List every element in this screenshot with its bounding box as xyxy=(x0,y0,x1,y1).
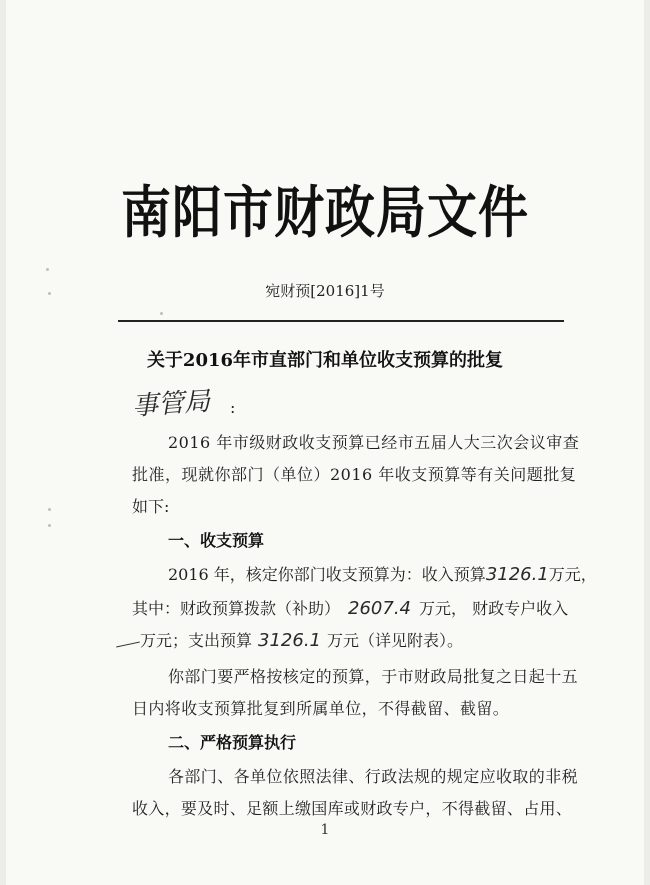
section-1-line-5: 日内将收支预算批复到所属单位，不得截留、截留。 xyxy=(132,699,510,718)
handwritten-expense-amount: 3126.1 xyxy=(258,630,321,651)
section-2-heading: 二、严格预算执行 xyxy=(168,733,297,752)
s1-line2-text: 其中：财政预算拨款（补助） xyxy=(132,599,341,618)
s1-line1-suffix: 万元， xyxy=(548,565,597,584)
s1-line3-suffix: 万元（详见附表）。 xyxy=(327,631,464,650)
s1-line1-text: 2016 年，核定你部门收支预算为：收入预算 xyxy=(168,565,486,584)
recipient-colon: : xyxy=(230,398,236,417)
section-2-line-1: 各部门、各单位依照法律、行政法规的规定应收取的非税 xyxy=(168,767,579,786)
scan-speck xyxy=(48,508,51,511)
scan-edge-left xyxy=(0,0,6,885)
document-number: 宛财预[2016]1号 xyxy=(265,282,385,300)
section-1-line-3 xyxy=(140,628,463,651)
handwritten-grant-amount: 2607.4 xyxy=(348,598,411,619)
intro-line-1: 2016 年市级财政收支预算已经市五届人大三次会议审查 xyxy=(168,433,580,452)
s1-line2-suffix: 万元， 财政专户收入 xyxy=(419,599,569,618)
header-divider xyxy=(118,320,564,322)
scan-speck xyxy=(46,268,49,271)
handwritten-dash xyxy=(116,642,140,648)
document-subject: 关于2016年市直部门和单位收支预算的批复 xyxy=(146,350,504,371)
scan-edge-right xyxy=(644,0,650,885)
intro-line-2: 批准，现就你部门（单位）2016 年收支预算等有关问题批复 xyxy=(132,465,577,484)
scan-speck xyxy=(48,524,51,527)
s1-line3-text: 万元；支出预算 xyxy=(140,631,253,650)
handwritten-recipient: 事管局 xyxy=(131,386,212,422)
page-number: 1 xyxy=(320,822,330,838)
section-1-line-2 xyxy=(132,596,568,619)
scan-speck xyxy=(160,312,163,315)
section-1-heading: 一、收支预算 xyxy=(168,531,265,550)
document-title: 南阳市财政局文件 xyxy=(121,179,529,246)
section-1-line-4: 你部门要严格按核定的预算，于市财政局批复之日起十五 xyxy=(168,667,579,686)
section-2-line-2: 收入，要及时、足额上缴国库或财政专户，不得截留、占用、 xyxy=(132,799,573,818)
section-1-line-1 xyxy=(168,562,597,585)
intro-line-3: 如下: xyxy=(132,497,170,516)
handwritten-income-amount: 3126.1 xyxy=(485,564,549,585)
